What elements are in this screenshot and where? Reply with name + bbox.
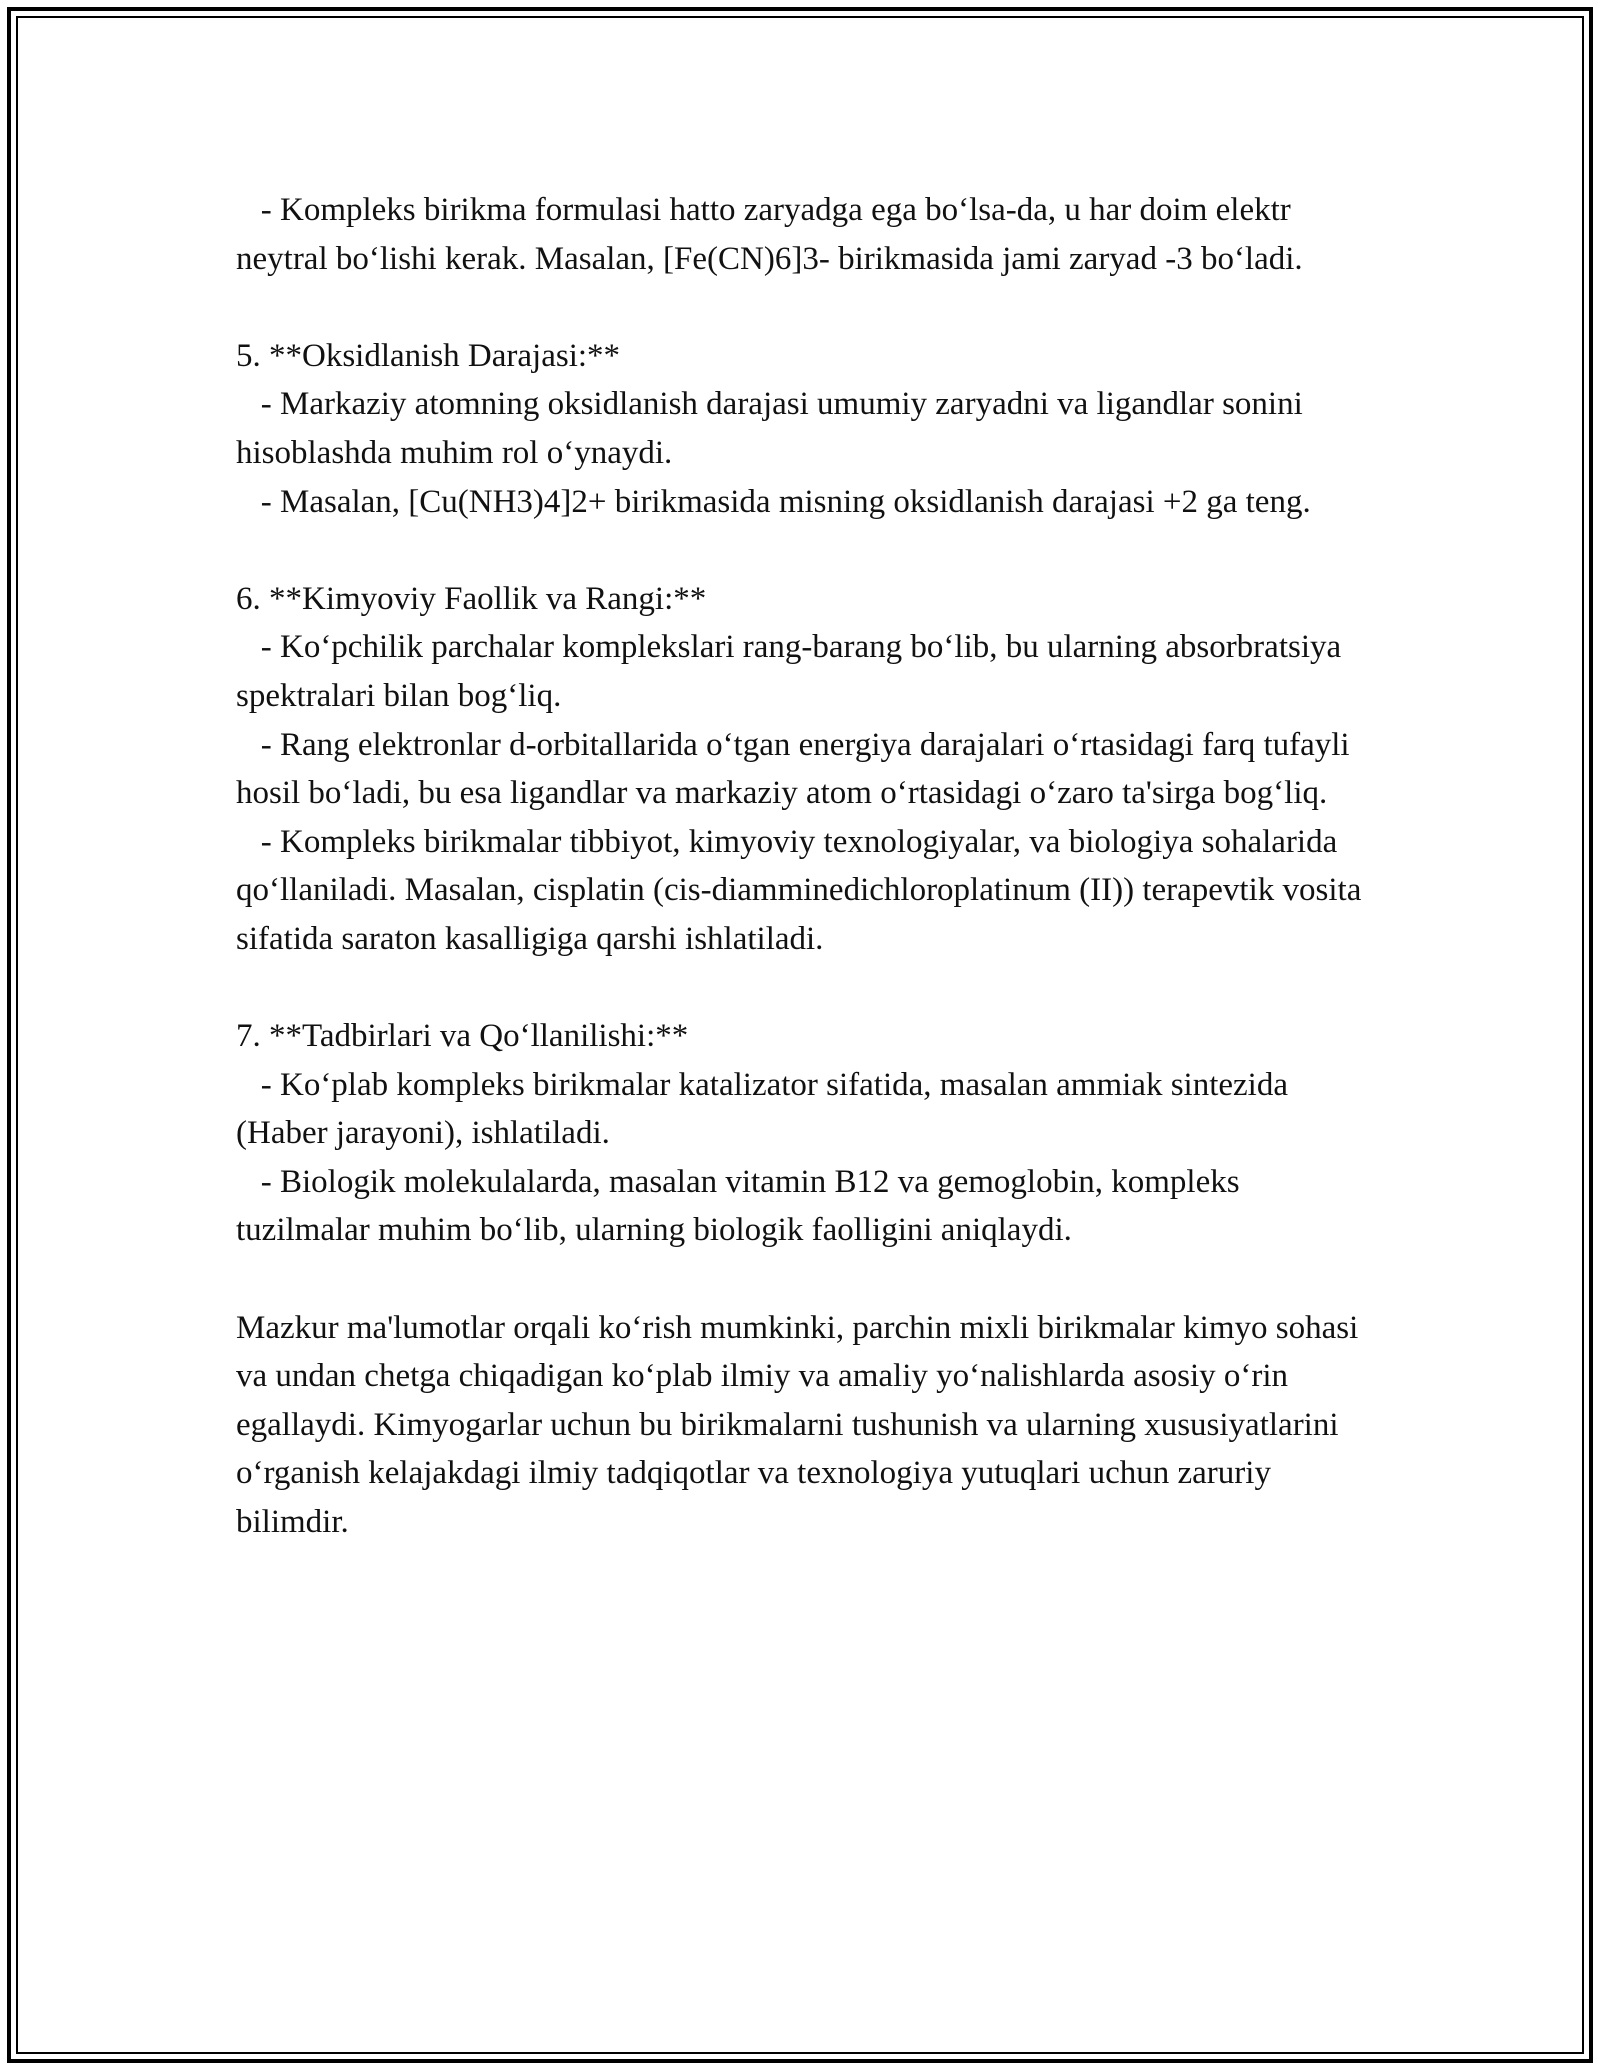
section-5-heading: 5. **Oksidlanish Darajasi:** — [236, 337, 621, 374]
paragraph-gap — [236, 1255, 1376, 1304]
section-6-bullet-1: - Ko‘pchilik parchalar komplekslari rang-barang bo‘lib, bu ularning absorbratsiya spektralari bilan bog‘liq. — [236, 629, 1350, 714]
document-body — [236, 186, 1376, 1547]
section-7-heading: 7. **Tadbirlari va Qo‘llanilishi:** — [236, 1018, 689, 1055]
paragraph-gap — [236, 526, 1376, 575]
section-6-bullet-3: - Kompleks birikmalar tibbiyot, kimyoviy texnologiyalar, va biologiya sohalarida qo‘llaniladi. Masalan, cisplatin (cis-diamminedichloroplatinum (II)) terapevtik vosita sifatida saraton kasalligiga qarshi ishlatiladi. — [236, 823, 1370, 957]
paragraph-gap — [236, 283, 1376, 332]
section-5-bullet-1: - Markaziy atomning oksidlanish darajasi umumiy zaryadni va ligandlar sonini hisoblashda muhim rol o‘ynaydi. — [236, 386, 1311, 471]
section-7-bullet-1: - Ko‘plab kompleks birikmalar katalizator sifatida, masalan ammiak sintezida (Haber jarayoni), ishlatiladi. — [236, 1066, 1297, 1152]
section-7-bullet-2: - Biologik molekulalarda, masalan vitamin B12 va gemoglobin, kompleks tuzilmalar muhim bo‘lib, ularning biologik faolligini aniqlaydi. — [236, 1163, 1248, 1249]
intro-bullet: - Kompleks birikma formulasi hatto zaryadga ega bo‘lsa-da, u har doim elektr neytral bo‘lishi kerak. Masalan, [Fe(CN)6]3- birikmasida jami zaryad -3 bo‘ladi. — [236, 192, 1303, 277]
section-6-bullet-2: - Rang elektronlar d-orbitallarida o‘tgan energiya darajalari o‘rtasidagi farq tufayli hosil bo‘ladi, bu esa ligandlar va markaziy atom o‘rtasidagi o‘zaro ta'sirga bog‘liq. — [236, 726, 1358, 812]
conclusion-paragraph: Mazkur ma'lumotlar orqali ko‘rish mumkinki, parchin mixli birikmalar kimyo sohasi va undan chetga chiqadigan ko‘plab ilmiy va amaliy yo‘nalishlarda asosiy o‘rin egallaydi. Kimyogarlar uchun bu birikmalarni tushunish va ularning xususiyatlarini o‘rganish kelajakdagi ilmiy tadqiqotlar va texnologiya yutuqlari uchun zaruriy bilimdir. — [236, 1309, 1367, 1541]
section-6-heading: 6. **Kimyoviy Faollik va Rangi:** — [236, 580, 707, 617]
paragraph-gap — [236, 964, 1376, 1013]
section-5-bullet-2: - Masalan, [Cu(NH3)4]2+ birikmasida misning oksidlanish darajasi +2 ga teng. — [236, 483, 1311, 520]
